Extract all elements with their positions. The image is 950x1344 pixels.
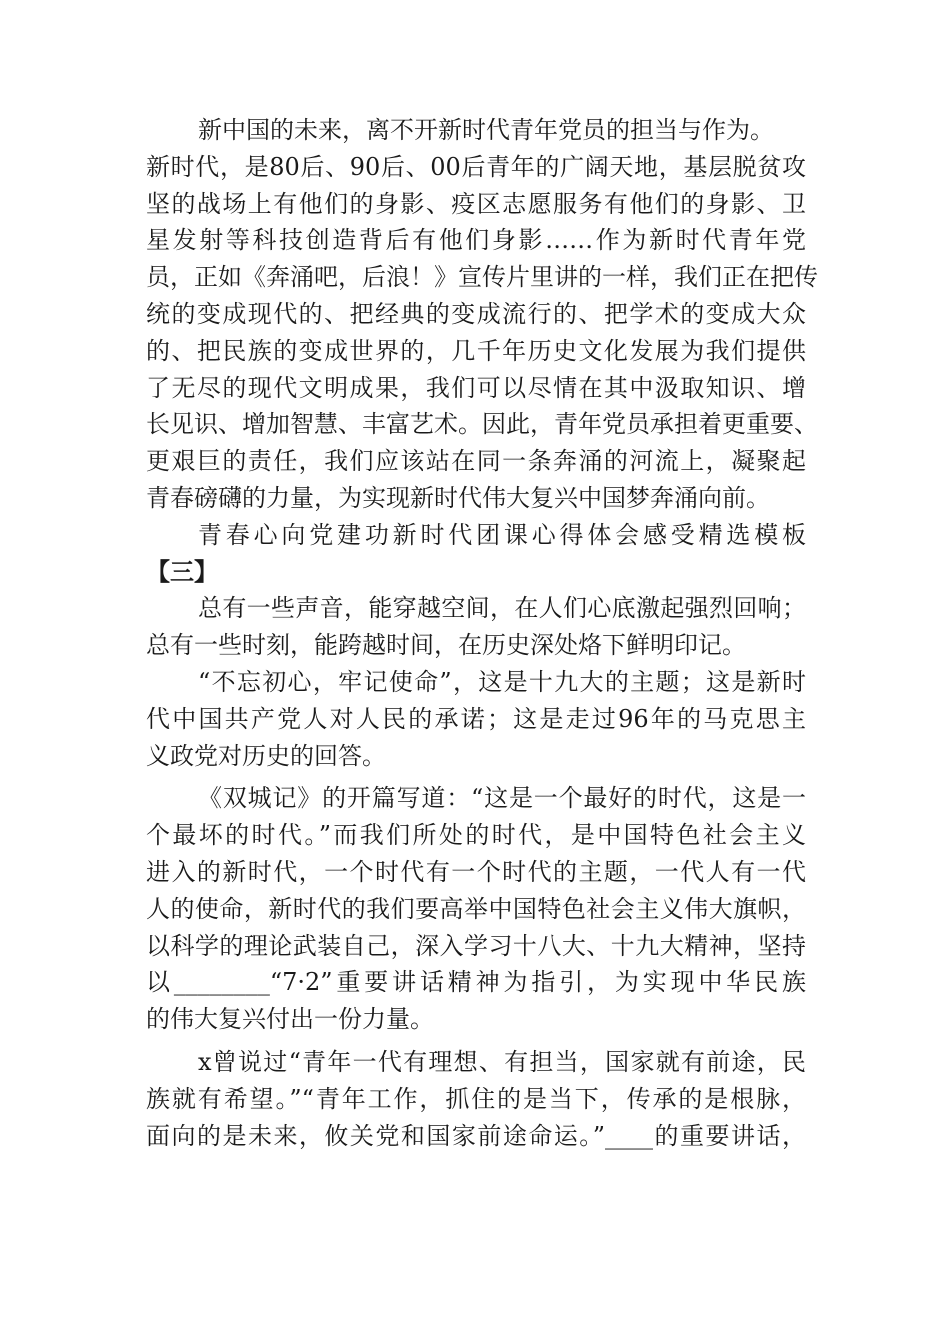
text-line: “不忘初心，牢记使命”，这是十九大的主题；这是新时 <box>198 667 806 696</box>
text-line: 星发射等科技创造背后有他们身影……作为新时代青年党 <box>146 226 806 255</box>
text-line: x曾说过“青年一代有理想、有担当，国家就有前途，民 <box>198 1047 806 1076</box>
text-line: 了无尽的现代文明成果，我们可以尽情在其中汲取知识、增 <box>146 373 806 402</box>
text-line: 以科学的理论武装自己，深入学习十八大、十九大精神，坚持 <box>146 931 806 960</box>
text-line: 新时代，是80后、90后、00后青年的广阔天地，基层脱贫攻 <box>146 152 806 181</box>
text-line: 面向的是未来，攸关党和国家前途命运。”____的重要讲话， <box>146 1121 806 1150</box>
text-line: 员，正如《奔涌吧，后浪！》宣传片里讲的一样，我们正在把传 <box>146 263 818 292</box>
text-line: 更艰巨的责任，我们应该站在同一条奔涌的河流上，凝聚起 <box>146 447 806 476</box>
text-line: 坚的战场上有他们的身影、疫区志愿服务有他们的身影、卫 <box>146 189 806 218</box>
text-line: 总有一些时刻，能跨越时间，在历史深处烙下鲜明印记。 <box>146 631 746 660</box>
text-line: 代中国共产党人对人民的承诺；这是走过96年的马克思主 <box>146 704 806 733</box>
text-line: 义政党对历史的回答。 <box>146 741 386 770</box>
text-line: 进入的新时代，一个时代有一个时代的主题，一代人有一代 <box>146 857 806 886</box>
text-line: 以________“7·2”重要讲话精神为指引，为实现中华民族 <box>146 968 806 997</box>
text-line: 青春磅礴的力量，为实现新时代伟大复兴中国梦奔涌向前。 <box>146 483 770 512</box>
document-body <box>146 112 818 1154</box>
text-line: 的、把民族的变成世界的，几千年历史文化发展为我们提供 <box>146 336 806 365</box>
text-line: 新中国的未来，离不开新时代青年党员的担当与作为。 <box>198 116 774 144</box>
text-line: 的伟大复兴付出一份力量。 <box>146 1005 434 1034</box>
text-line: 人的使命，新时代的我们要高举中国特色社会主义伟大旗帜， <box>146 894 806 923</box>
text-line: 个最坏的时代。”而我们所处的时代，是中国特色社会主义 <box>146 821 806 850</box>
section-title: 青春心向党建功新时代团课心得体会感受精选模板 <box>198 520 806 549</box>
text-line: 长见识、增加智慧、丰富艺术。因此，青年党员承担着更重要、 <box>146 410 818 439</box>
text-line: 统的变成现代的、把经典的变成流行的、把学术的变成大众 <box>146 299 806 328</box>
section-number: 【三】 <box>146 556 218 586</box>
text-line: 族就有希望。”“青年工作，抓住的是当下，传承的是根脉， <box>146 1084 806 1113</box>
text-line: 《双城记》的开篇写道：“这是一个最好的时代，这是一 <box>198 784 806 813</box>
text-line: 总有一些声音，能穿越空间，在人们心底激起强烈回响； <box>198 594 806 623</box>
